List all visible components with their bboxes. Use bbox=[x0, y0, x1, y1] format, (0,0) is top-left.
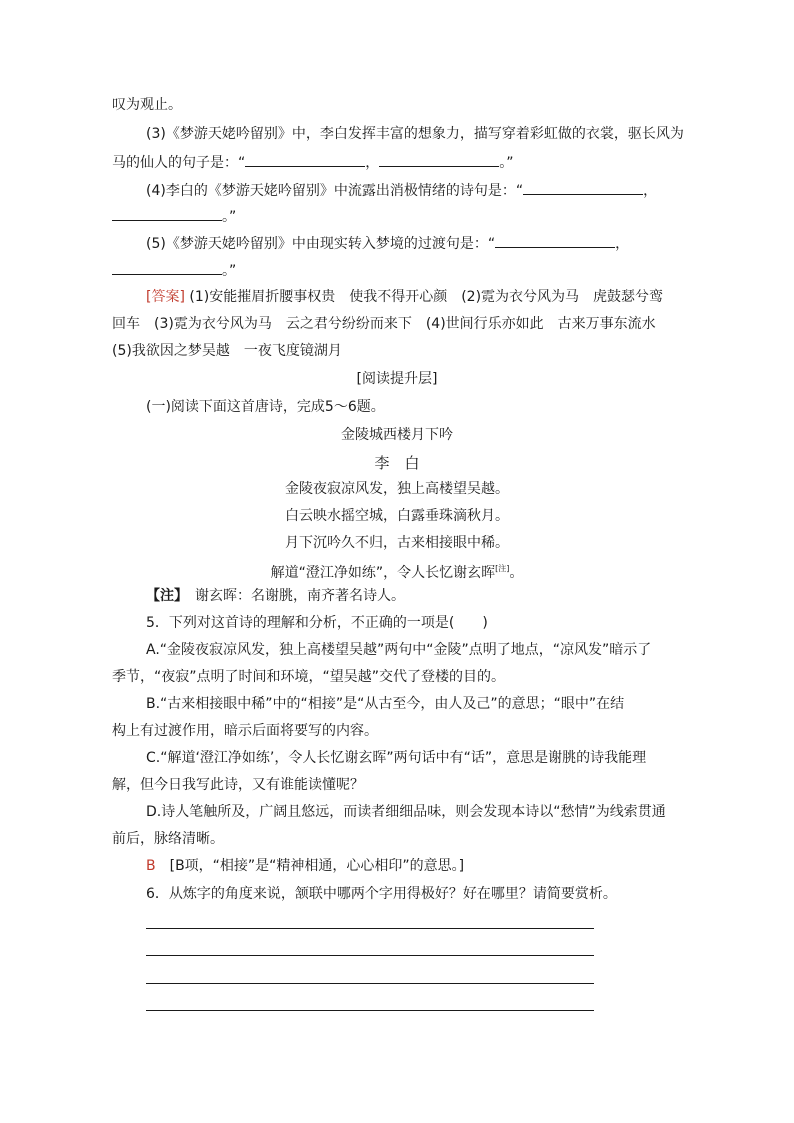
option-a: A.“金陵夜寂凉风发，独上高楼望吴越”两句中“金陵”点明了地点，“凉风发”暗示了 bbox=[146, 642, 652, 658]
writing-line[interactable] bbox=[146, 983, 594, 984]
question-4-line-1: (4)李白的《梦游天姥吟留别》中流露出消极情绪的诗句是：“ ， bbox=[146, 180, 657, 201]
text-line: 叹为观止。 bbox=[112, 97, 182, 113]
option-d: D.诗人笔触所及，广阔且悠远，而读者细细品味，则会发现本诗以“愁情”为线索贯通 bbox=[146, 804, 666, 820]
note-tag: 【注】 bbox=[146, 588, 181, 604]
answer-letter: B bbox=[146, 858, 156, 874]
answer-blank[interactable] bbox=[379, 152, 499, 167]
writing-line[interactable] bbox=[146, 928, 594, 929]
question-5-line-1: (5)《梦游天姥吟留别》中由现实转入梦境的过渡句是：“ ， bbox=[146, 233, 629, 254]
option-c-cont: 解，但今日我写此诗，又有谁能读懂呢？ bbox=[112, 777, 364, 793]
note-marker: [注] bbox=[495, 564, 510, 573]
option-c: C.“解道‘澄江净如练’，令人长忆谢玄晖”两句话中有“话”，意思是谢朓的诗我能理 bbox=[146, 750, 647, 766]
question-5-answer: B [B项，“相接”是“精神相通，心心相印”的意思。] bbox=[146, 858, 465, 874]
answer-tag: [答案] bbox=[146, 289, 185, 305]
answer-blank[interactable] bbox=[112, 260, 222, 275]
poem-title: 金陵城西楼月下吟 bbox=[341, 427, 453, 443]
answer-line-3: (5)我欲因之梦吴越 一夜飞度镜湖月 bbox=[112, 343, 342, 359]
answer-blank[interactable] bbox=[245, 152, 365, 167]
option-b-cont: 构上有过渡作用，暗示后面将要写的内容。 bbox=[112, 723, 378, 739]
poem-line: 月下沉吟久不归，古来相接眼中稀。 bbox=[285, 535, 509, 551]
question-3-line-1: (3)《梦游天姥吟留别》中，李白发挥丰富的想象力，描写穿着彩虹做的衣裳，驱长风为 bbox=[146, 126, 684, 142]
option-d-cont: 前后，脉络清晰。 bbox=[112, 831, 224, 847]
option-b: B.“古来相接眼中稀”中的“相接”是“从古至今，由人及己”的意思；“眼中”在结 bbox=[146, 696, 625, 712]
question-6-stem: 6．从炼字的角度来说，颔联中哪两个字用得极好？好在哪里？请简要赏析。 bbox=[146, 886, 617, 902]
poem-line: 金陵夜寂凉风发，独上高楼望吴越。 bbox=[285, 481, 509, 497]
reading-intro: (一)阅读下面这首唐诗，完成5～6题。 bbox=[146, 399, 385, 415]
answer-blank[interactable] bbox=[523, 180, 643, 195]
poem-last-line: 解道“澄江净如练”，令人长忆谢玄晖[注]。 bbox=[270, 564, 524, 581]
question-4-line-2: 。” bbox=[112, 206, 236, 227]
answer-line-2: 回车 (3)霓为衣兮风为马 云之君兮纷纷而来下 (4)世间行乐亦如此 古来万事东流水 bbox=[112, 316, 656, 332]
question-5-line-2: 。” bbox=[112, 260, 236, 281]
answer-blank[interactable] bbox=[495, 233, 615, 248]
question-3-line-2: 马的仙人的句子是：“ ， 。” bbox=[112, 152, 514, 173]
poem-line: 白云映水摇空城，白露垂珠滴秋月。 bbox=[285, 508, 509, 524]
poem-author: 李 白 bbox=[374, 454, 420, 472]
answer-blank[interactable] bbox=[112, 206, 222, 221]
writing-line[interactable] bbox=[146, 1010, 594, 1011]
answer-line-1: [答案] (1)安能摧眉折腰事权贵 使我不得开心颜 (2)霓为衣兮风为马 虎鼓瑟兮鸾 bbox=[146, 289, 664, 305]
question-5-stem: 5．下列对这首诗的理解和分析，不正确的一项是( ) bbox=[146, 615, 488, 631]
footnote: 【注】 谢玄晖：名谢朓，南齐著名诗人。 bbox=[146, 588, 405, 604]
section-heading: [阅读提升层] bbox=[356, 371, 438, 387]
option-a-cont: 季节，“夜寂”点明了时间和环境，“望吴越”交代了登楼的目的。 bbox=[112, 669, 506, 685]
writing-line[interactable] bbox=[146, 955, 594, 956]
